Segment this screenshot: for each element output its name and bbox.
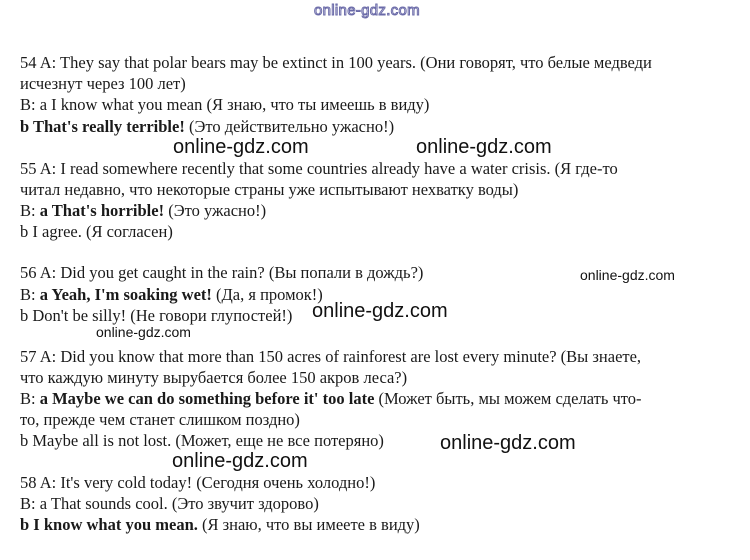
block-55-line-1: 55 A: I read somewhere recently that some countries already have a water crisis. (Я где-то — [20, 159, 618, 178]
block-56-line-1: 56 A: Did you get caught in the rain? (Вы попали в дождь?) — [20, 263, 424, 282]
watermark-right-56: online-gdz.com — [580, 267, 675, 283]
block-55-line-3: B: a That's horrible! (Это ужасно!) — [20, 201, 267, 220]
block-58-line-2: B: a That sounds cool. (Это звучит здорово) — [20, 494, 319, 513]
watermark-top: online-gdz.com — [314, 2, 420, 19]
block-57-line-4: то, прежде чем станет слишком поздно) — [20, 410, 300, 429]
watermark-right-55: online-gdz.com — [416, 136, 552, 158]
block-57-line-1: 57 A: Did you know that more than 150 acres of rainforest are lost every minute? (Вы знаете, — [20, 347, 642, 366]
block-55-line-2: читал недавно, что некоторые страны уже испытывают нехватку воды) — [20, 180, 519, 199]
block-54-line-2: исчезнут через 100 лет) — [20, 74, 186, 93]
watermark-left-57: online-gdz.com — [172, 450, 308, 472]
block-54-line-4: b That's really terrible! (Это действительно ужасно!) — [20, 117, 395, 136]
block-55-line-4: b I agree. (Я согласен) — [20, 222, 173, 241]
block-54-line-1: 54 A: They say that polar bears may be extinct in 100 years. (Они говорят, что белые медведи — [20, 53, 652, 72]
block-54-line-3: B: a I know what you mean (Я знаю, что ты имеешь в виду) — [20, 95, 430, 114]
watermark-right-57: online-gdz.com — [440, 432, 576, 454]
block-58-line-3: b I know what you mean. (Я знаю, что вы имеете в виду) — [20, 515, 420, 534]
watermark-left-56: online-gdz.com — [96, 324, 191, 340]
block-57-line-2: что каждую минуту вырубается более 150 акров леса?) — [20, 368, 408, 387]
block-56-line-3: b Don't be silly! (Не говори глупостей!) — [20, 306, 293, 325]
block-58-line-1: 58 A: It's very cold today! (Сегодня очень холодно!) — [20, 473, 376, 492]
block-56-line-2: B: a Yeah, I'm soaking wet! (Да, я промок!) — [20, 285, 323, 304]
block-57-line-3: B: a Maybe we can do something before it' too late (Может быть, мы можем сделать что- — [20, 389, 642, 408]
watermark-left-55: online-gdz.com — [173, 136, 309, 158]
watermark-center-56: online-gdz.com — [312, 300, 448, 322]
block-57-line-5: b Maybe all is not lost. (Может, еще не все потеряно) — [20, 431, 384, 450]
